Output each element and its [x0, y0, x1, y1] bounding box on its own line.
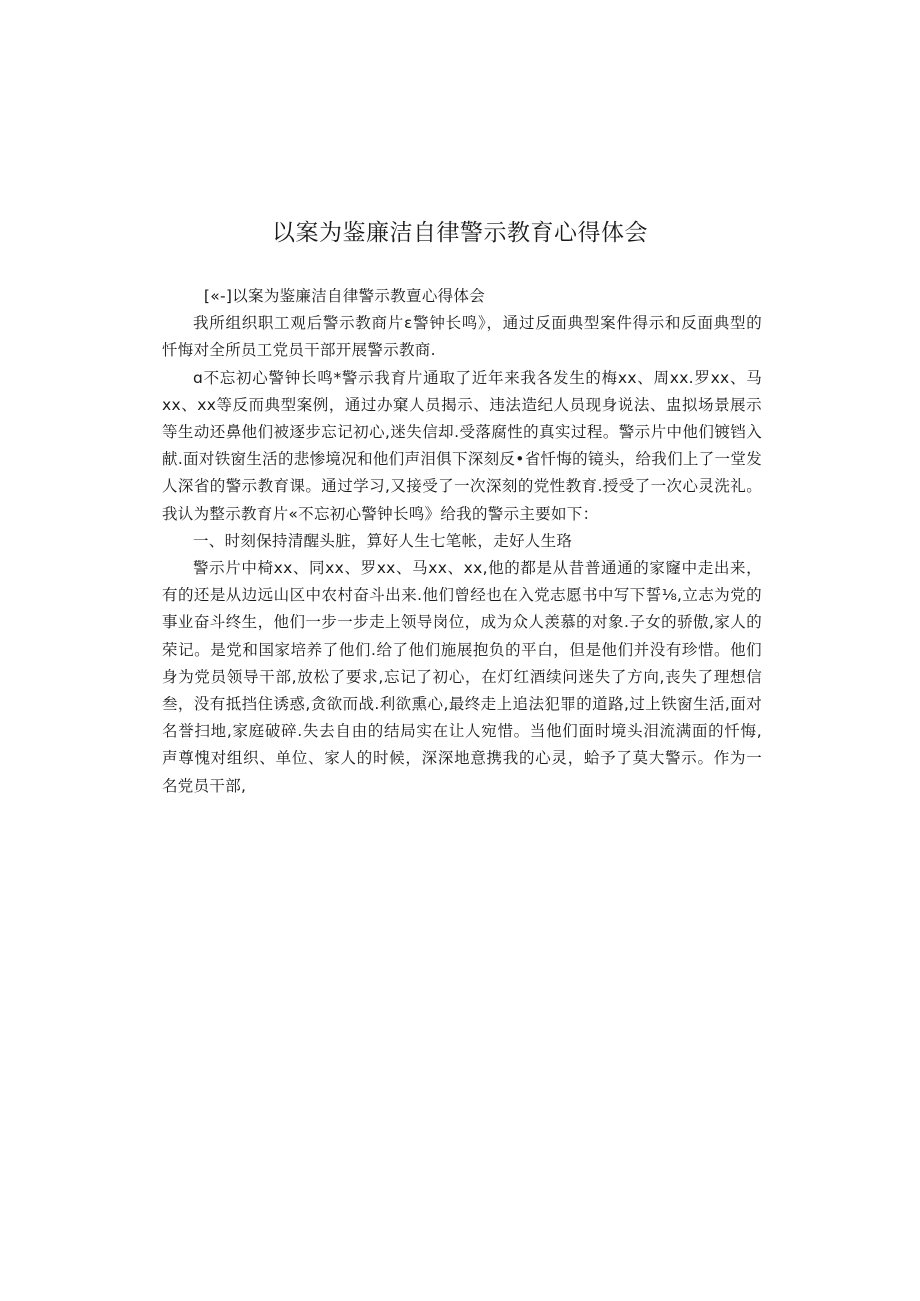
paragraph-film-summary: ɑ不忘初心警钟长鸣*警示我育片通取了近年来我各发生的梅xx、周xx.罗xx、马xx、xx等反而典型案例，通过办窠人员揭示、违法造纪人员现身说法、盅拟场景展示等生动还鼻他们被逐步忘记初心,迷失信却.受落腐性的真实过程。警示片中他们镀铛入献.面对铁窗生活的悲惨境况和他们声泪俱下深刻反•省忏悔的镜头，给我们上了一堂发人深省的警示教育课。通过学习,又接受了一次深刻的党性教育.授受了一次心灵洗礼。我认为整示教育片«不忘初心警钟长鸣》给我的警示主要如下： — [162, 368, 762, 523]
section-heading-1: 一、时刻保持清醒头脏，算好人生七笔帐，走好人生珞 — [193, 531, 573, 550]
paragraph-section-1: 警示片中椅xx、同xx、罗xx、马xx、xx,他的都是从昔普通通的家窿中走出来，有的还是从边远山区中农村奋斗出来.他们曾经也在入党志愿书中写下誓⅛,立志为党的事业奋斗终生，他们一步一步走上领导岗位，成为众人羡慕的对象.子女的骄傲,家人的荣记。是党和国家培养了他们.给了他们施展抱负的平白，但是他们并没有珍惜。他们身为党员领导干部,放松了要求,忘记了初心，在灯红酒续问迷失了方向,丧失了理想信叁，没有抵挡住诱惑,贪欲而战.利欲熏心,最终走上追法犯罪的道路,过上铁窗生活,面对名誉扫地,家庭破碎.失去自由的结局实在让人宛惜。当他们面时境头泪流满面的忏悔,声尊愧对组织、单位、家人的时候，深深地意携我的心灵，蛤予了莫大警示。作为一名党员干部, — [162, 559, 762, 795]
paragraph-intro: 我所组织职工观后警示教商片ε警钟长鸣》，通过反面典型案件得示和反面典型的忏悔对全所员工党员干部开展警示教商. — [162, 314, 762, 360]
document-title: 以案为鉴廉洁自律警示教育心得体会 — [272, 220, 648, 246]
document-subtitle: [«-]以案为鉴廉洁自律警示教亶心得体会 — [203, 287, 486, 305]
document-body — [162, 283, 762, 800]
